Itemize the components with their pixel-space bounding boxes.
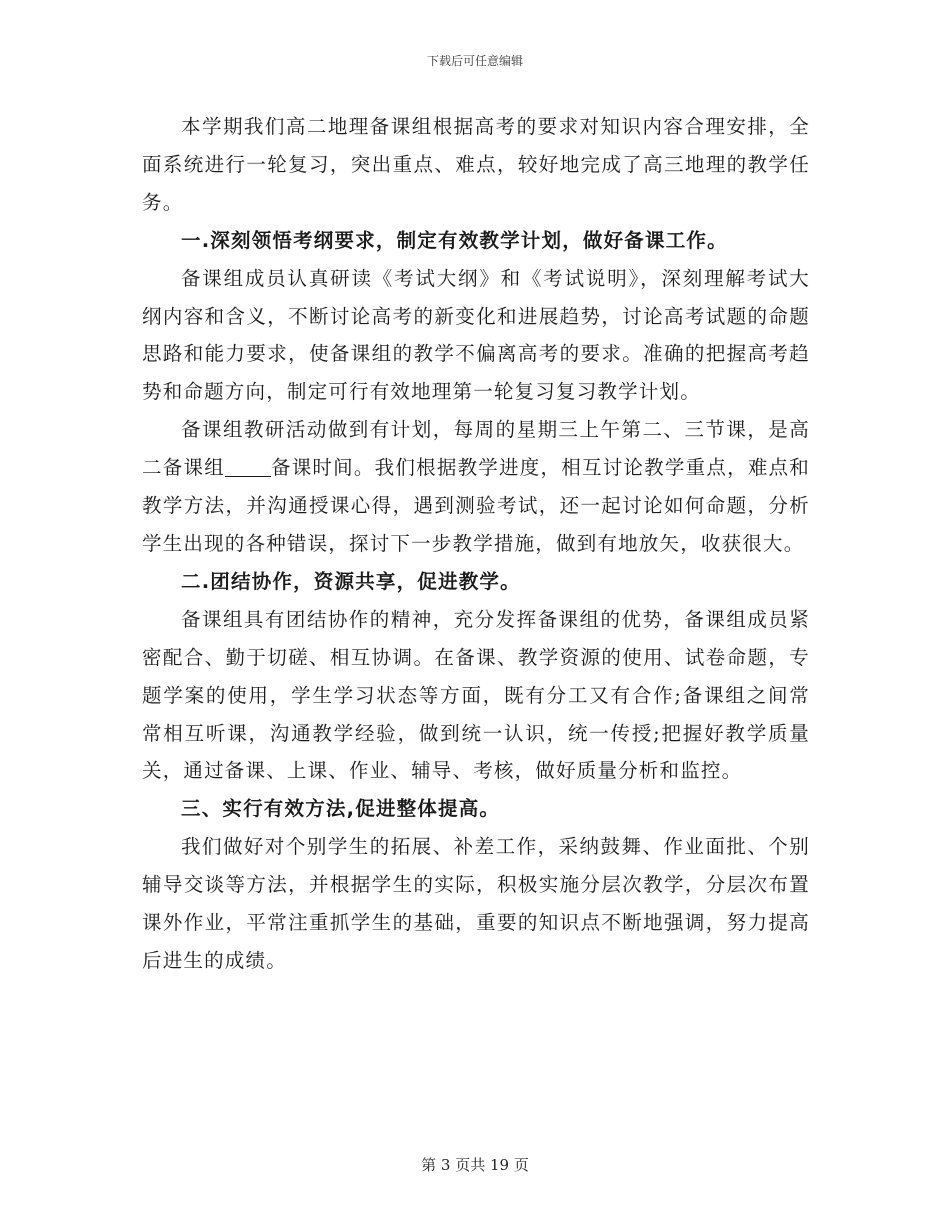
- fill-in-blank: [225, 457, 271, 478]
- intro-paragraph: 本学期我们高二地理备课组根据高考的要求对知识内容合理安排，全面系统进行一轮复习，突出重点、难点，较好地完成了高三地理的教学任务。: [142, 115, 810, 214]
- section-1-heading: 一.深刻领悟考纲要求，制定有效教学计划，做好备课工作。: [181, 228, 728, 252]
- page-number: 第 3 页共 19 页: [421, 1156, 529, 1174]
- page-footer: [0, 1155, 950, 1175]
- section-3-paragraph-1: 我们做好对个别学生的拓展、补差工作，采纳鼓舞、作业面批、个别辅导交谈等方法，并根据学生的实际，积极实施分层次教学，分层次布置课外作业，平常注重抓学生的基础，重要的知识点不断地强调，努力提高后进生的成绩。: [142, 835, 810, 972]
- header-text: 下载后可任意编辑: [426, 54, 523, 68]
- document-body: [142, 108, 810, 980]
- section-2-paragraph-1: 备课组具有团结协作的精神，充分发挥备课组的优势，备课组成员紧密配合、勤于切磋、相互协调。在备课、教学资源的使用、试卷命题，专题学案的使用，学生学习状态等方面，既有分工又有合作;备课组之间常常相互听课，沟通教学经验，做到统一认识，统一传授;把握好教学质量关，通过备课、上课、作业、辅导、考核，做好质量分析和监控。: [142, 607, 810, 783]
- section-3-heading: 三、实行有效方法,促进整体提高。: [181, 797, 501, 821]
- section-1-paragraph-2: [142, 411, 810, 563]
- page-header: [0, 53, 950, 69]
- section-1-paragraph-1: 备课组成员认真研读《考试大纲》和《考试说明》，深刻理解考试大纲内容和含义，不断讨论高考的新变化和进展趋势，讨论高考试题的命题思路和能力要求，使备课组的教学不偏离高考的要求。准确的把握高考趋势和命题方向，制定可行有效地理第一轮复习复习教学计划。: [142, 266, 810, 404]
- paragraph-text-before-blank: 备课组教研活动做到有计划，每周的星期三上午第二、三节课，是高二备课组: [142, 418, 810, 480]
- section-2-heading: 二.团结协作，资源共享，促进教学。: [181, 569, 521, 593]
- paragraph-text-after-blank: 备课时间。我们根据教学进度，相互讨论教学重点，难点和教学方法，并沟通授课心得，遇到测验考试，还一起讨论如何命题，分析学生出现的各种错误，探讨下一步教学措施，做到有地放矢，收获很大。: [142, 456, 810, 555]
